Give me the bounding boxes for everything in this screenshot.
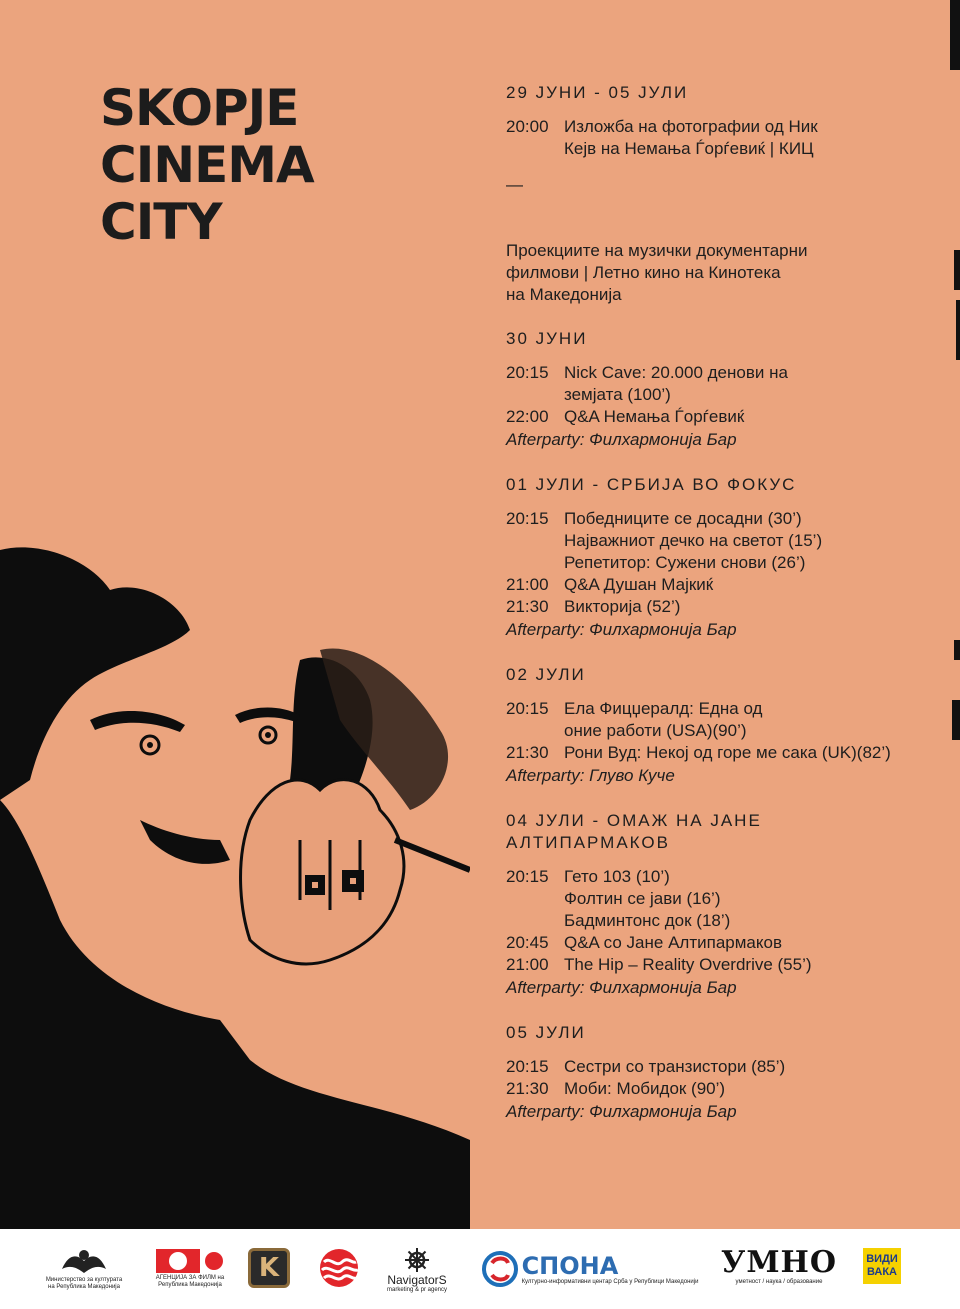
event-description: Рони Вуд: Некој од горе ме сака (UK)(82’) — [564, 743, 891, 762]
film-agency-icon — [154, 1247, 226, 1275]
event-description: Викторија (52’) — [564, 597, 681, 616]
event-time: 21:00 — [506, 575, 549, 594]
day-header: 02 ЈУЛИ — [506, 665, 586, 684]
navigators-logo — [382, 1247, 452, 1294]
event-description: Сестри со транзистори (85’) — [564, 1057, 786, 1076]
event-time: 20:00 — [506, 117, 549, 136]
afterparty-note: Afterparty: Филхармонија Бар — [506, 430, 737, 449]
umno-name: УМНО — [720, 1245, 838, 1280]
k-logo — [246, 1247, 292, 1289]
afterparty-note: Afterparty: Филхармонија Бар — [506, 620, 737, 639]
ministry-caption: Министерство за културата на Република Македонија — [45, 1277, 123, 1290]
portrait-illustration — [0, 540, 470, 1229]
umno-caption: уметност / наука / образование — [735, 1279, 823, 1285]
event-row — [506, 596, 936, 618]
spona-logo — [474, 1247, 706, 1291]
title-line-1: SKOPJE — [100, 79, 299, 137]
vidi-vaka-logo — [862, 1247, 902, 1285]
ministry-logo — [44, 1247, 124, 1291]
film-agency-caption: АГЕНЦИЈА ЗА ФИЛМ на Република Македонија — [155, 1275, 225, 1288]
event-description: Моби: Мобидок (90’) — [564, 1079, 726, 1098]
wave-logo — [316, 1247, 362, 1289]
event-time: 21:30 — [506, 597, 549, 616]
day-header: 04 ЈУЛИ - ОМАЖ НА ЈАНЕ АЛТИПАРМАКОВ — [506, 811, 762, 852]
event-description: Изложба на фотографии од Ник Кејв на Немања Ѓорѓевиќ | КИЦ — [564, 117, 818, 158]
event-time: 21:30 — [506, 743, 549, 762]
ship-wheel-icon — [404, 1247, 430, 1273]
day-header: 30 ЈУНИ — [506, 329, 588, 348]
spona-name: СПОНА — [521, 1251, 619, 1280]
event-time: 20:15 — [506, 1057, 549, 1076]
wave-mark-icon — [318, 1248, 360, 1288]
event-time: 21:00 — [506, 955, 549, 974]
event-row — [506, 508, 936, 574]
exhibition-header: 29 ЈУНИ - 05 ЈУЛИ — [506, 83, 689, 102]
day-block — [506, 1022, 936, 1124]
event-time: 20:15 — [506, 509, 549, 528]
event-description: Q&A Душан Мајкиќ — [564, 575, 714, 594]
event-row — [506, 954, 936, 976]
title-line-3: CITY — [100, 193, 222, 251]
screenings-intro: Проекциите на музички документарни филмови | Летно кино на Кинотека на Македонија — [506, 241, 808, 304]
event-row — [506, 866, 936, 932]
event-row — [506, 742, 936, 764]
navigators-name: NavigatorS — [387, 1273, 447, 1287]
event-time: 21:30 — [506, 1079, 549, 1098]
day-block — [506, 328, 936, 452]
event-description: Гето 103 (10’) Фолтин се јави (16’) Бадминтонс док (18’) — [564, 867, 731, 930]
event-description: Победниците се досадни (30’) Најважниот дечко на светот (15’) Репетитор: Сужени снови (26’) — [564, 509, 823, 572]
event-row — [506, 362, 936, 406]
event-row — [506, 698, 936, 742]
afterparty-note: Afterparty: Филхармонија Бар — [506, 978, 737, 997]
day-header: 01 ЈУЛИ - СРБИЈА ВО ФОКУС — [506, 475, 797, 494]
event-description: Q&A Немања Ѓорѓевиќ — [564, 407, 745, 426]
ministry-emblem-icon — [58, 1247, 110, 1277]
event-description: The Hip – Reality Overdrive (55’) — [564, 955, 812, 974]
day-block — [506, 664, 936, 788]
event-time: 22:00 — [506, 407, 549, 426]
navigators-caption: marketing & pr agency — [386, 1287, 448, 1293]
afterparty-note: Afterparty: Глуво Куче — [506, 766, 675, 785]
festival-title — [100, 80, 430, 251]
sponsor-logos-bar — [0, 1229, 960, 1309]
spona-emblem-icon — [482, 1251, 518, 1287]
torn-edge-decoration — [946, 0, 960, 1229]
exhibition-event — [506, 116, 936, 160]
day-block — [506, 474, 936, 642]
event-row — [506, 574, 936, 596]
program-column — [506, 82, 936, 1124]
separator-dash: — — [506, 175, 523, 194]
event-description: Nick Cave: 20.000 денови на земјата (100’) — [564, 363, 788, 404]
k-letter: K — [258, 1253, 280, 1283]
event-description: Q&A со Јане Алтипармаков — [564, 933, 782, 952]
event-row — [506, 1056, 936, 1078]
umno-logo — [720, 1247, 838, 1286]
film-agency-logo — [152, 1247, 228, 1289]
event-time: 20:45 — [506, 933, 549, 952]
event-row — [506, 1078, 936, 1100]
vidi-line-2: ВАКА — [867, 1266, 897, 1278]
title-line-2: CINEMA — [100, 136, 314, 194]
afterparty-note: Afterparty: Филхармонија Бар — [506, 1102, 737, 1121]
event-row — [506, 932, 936, 954]
event-time: 20:15 — [506, 867, 549, 886]
vidi-line-1: ВИДИ — [866, 1253, 898, 1265]
spona-caption: Културно-информативни центар Срба у Републици Македонији — [521, 1278, 699, 1285]
day-header: 05 ЈУЛИ — [506, 1023, 586, 1042]
event-time: 20:15 — [506, 699, 549, 718]
day-block — [506, 810, 936, 1000]
event-description: Ела Фицџералд: Една од оние работи (USA)(90’) — [564, 699, 763, 740]
event-time: 20:15 — [506, 363, 549, 382]
event-row — [506, 406, 936, 428]
